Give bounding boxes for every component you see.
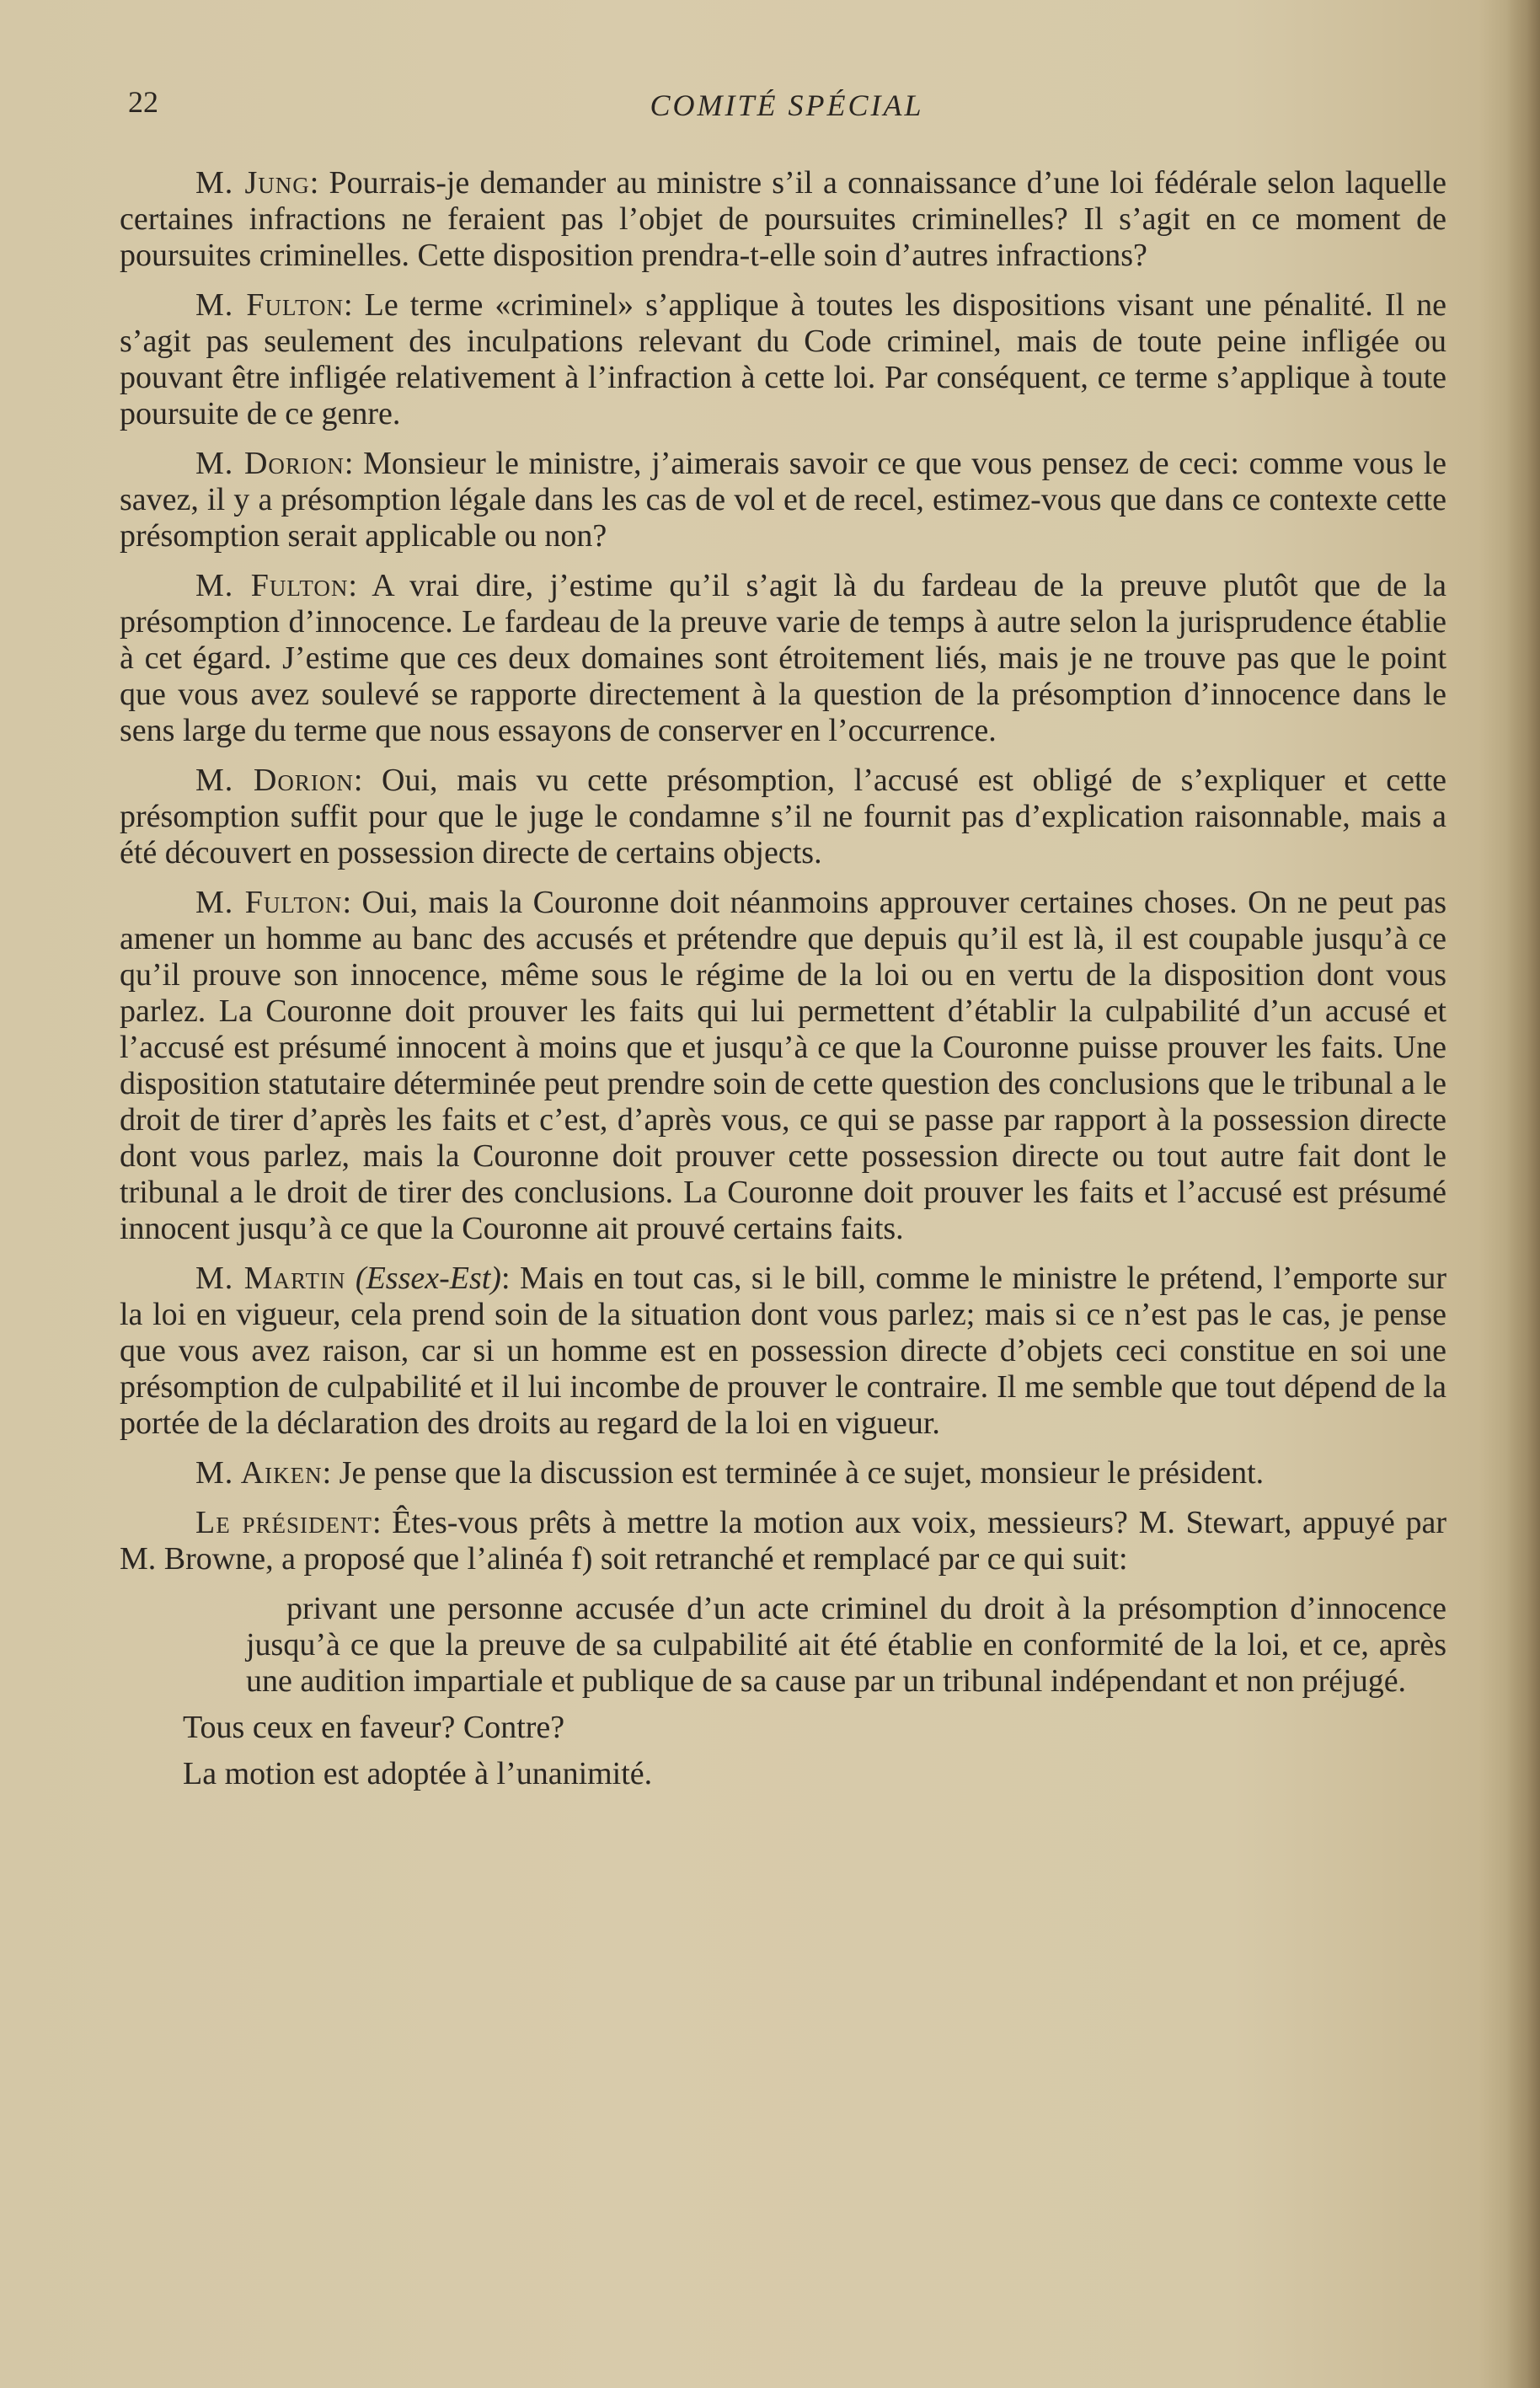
paragraph-text: : Monsieur le ministre, j’aimerais savoir ce que vous pensez de ceci: comme vous le savez, il y a présomption légale dans les cas de vol et de recel, estimez-vous que dans ce contexte cette présomption serait applicable ou non? <box>120 446 1446 554</box>
paragraph-fulton-2 <box>120 568 1446 749</box>
paragraph-dorion-2 <box>120 763 1446 871</box>
speaker-name: M. Fulton <box>195 885 343 920</box>
speaker-name: Le président <box>195 1505 372 1540</box>
speaker-name: M. Martin <box>195 1261 346 1296</box>
closing-line-vote: Tous ceux en faveur? Contre? <box>183 1710 565 1745</box>
paragraph-president <box>120 1505 1446 1577</box>
speaker-name: M. Fulton <box>195 287 345 323</box>
speaker-name: M. Dorion <box>195 763 354 798</box>
paragraph-text: : Pourrais-je demander au ministre s’il a connaissance d’une loi fédérale selon laquelle certaines infractions ne feraient pas l’objet de poursuites criminelles? Il s’agit en ce moment de poursuites criminelles. Cette disposition prendra-t-elle soin d’autres infractions? <box>120 165 1446 273</box>
paragraph-martin <box>120 1261 1446 1442</box>
paragraph-text: : Êtes-vous prêts à mettre la motion aux voix, messieurs? M. Stewart, appuyé par M. Browne, a proposé que l’alinéa f) soit retranché et remplacé par ce qui suit: <box>120 1505 1446 1577</box>
paragraph-text: : Oui, mais la Couronne doit néanmoins approuver certaines choses. On ne peut pas amener un homme au banc des accusés et prétendre que depuis qu’il est là, il est coupable jusqu’à ce qu’il prouve son innocence, même sous le régime de la loi ou en vertu de la disposition dont vous parlez. La Couronne doit prouver les faits qui lui permettent d’établir la culpabilité d’un accusé et l’accusé est présumé innocent à moins que et jusqu’à ce que la Couronne puisse prouver les faits. Une disposition statutaire déterminée peut prendre soin de cette question des conclusions que le tribunal a le droit de tirer d’après les faits et c’est, d’après vous, ce qui se passe par rapport à la possession directe dont vous parlez, mais la Couronne doit prouver cette possession directe ou tout autre fait dont le tribunal a le droit de tirer des conclusions. La Couronne doit prouver les faits et l’accusé est présumé innocent jusqu’à ce que la Couronne ait prouvé certains faits. <box>120 885 1446 1246</box>
paragraph-jung <box>120 165 1446 274</box>
paragraph-text: : Le terme «criminel» s’applique à toutes les dispositions visant une pénalité. Il ne s’agit pas seulement des inculpations relevant du Code criminel, mais de toute peine infligée ou pouvant être infligée relativement à l’infraction à cette loi. Par conséquent, ce terme s’applique à toute poursuite de ce genre. <box>120 287 1446 431</box>
paragraph-text: : Je pense que la discussion est terminée à ce sujet, monsieur le président. <box>322 1455 1265 1491</box>
speaker-riding: (Essex-Est) <box>355 1261 501 1296</box>
running-title: COMITÉ SPÉCIAL <box>650 88 924 122</box>
paragraph-fulton-1 <box>120 287 1446 432</box>
speaker-name: M. Aiken <box>195 1455 323 1491</box>
paragraph-dorion-1 <box>120 446 1446 554</box>
paragraph-text: : Mais en tout cas, si le bill, comme le ministre le prétend, l’emporte sur la loi en vigueur, cela prend soin de la situation dont vous parlez; mais si ce n’est pas le cas, je pense que vous avez raison, car si un homme est en possession directe d’objets ceci constitue en soi une présomption de culpabilité et il lui incombe de prouver le contraire. Il me semble que tout dépend de la portée de la déclaration des droits au regard de la loi en vigueur. <box>120 1261 1447 1441</box>
page-number: 22 <box>128 85 158 119</box>
document-body <box>120 165 1446 1802</box>
speaker-name: M. Dorion <box>195 446 345 481</box>
paragraph-fulton-3 <box>120 885 1446 1247</box>
motion-quote: privant une personne accusée d’un acte criminel du droit à la présomption d’innocence jusqu’à ce que la preuve de sa culpabilité ait été établie en conformité de la loi, et ce, après une audition impartiale et publique de sa cause par un tribunal indépendant et non préjugé. <box>246 1591 1446 1699</box>
speaker-name: M. Fulton <box>195 568 349 603</box>
paragraph-aiken <box>120 1455 1446 1491</box>
page-edge-shadow <box>1506 0 1540 2388</box>
paragraph-text: : A vrai dire, j’estime qu’il s’agit là du fardeau de la preuve plutôt que de la présomption d’innocence. Le fardeau de la preuve varie de temps à autre selon la jurisprudence établie à cet égard. J’estime que ces deux domaines sont étroitement liés, mais je ne trouve pas que le point que vous avez soulevé se rapporte directement à la question de la présomption d’innocence dans le sens large du terme que nous essayons de conserver en l’occurrence. <box>120 568 1446 748</box>
paragraph-text: : Oui, mais vu cette présomption, l’accusé est obligé de s’expliquer et cette présomption suffit pour que le juge le condamne s’il ne fournit pas d’explication raisonnable, mais a été découvert en possession directe de certains objects. <box>120 763 1446 870</box>
speaker-name: M. Jung <box>195 165 310 201</box>
closing-line-result: La motion est adoptée à l’unanimité. <box>183 1756 653 1791</box>
